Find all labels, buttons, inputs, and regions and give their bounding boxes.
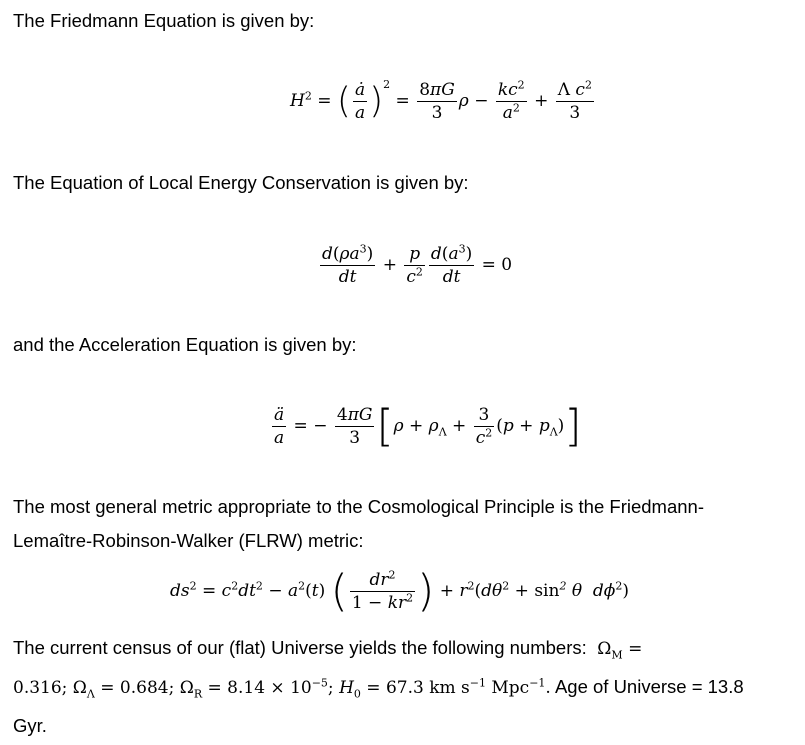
acceleration-intro: and the Acceleration Equation is given by: <box>13 334 357 355</box>
census-lead: The current census of our (flat) Universe yields the following numbers: <box>13 637 587 658</box>
energy-conservation-equation: $\frac{d(\rho a^3)}{dt}$ + $\frac{p}{c^2}$ $\frac{d(a^3)}{dt}$ = 0 <box>322 242 513 287</box>
census-paragraph <box>13 629 793 745</box>
flrw-metric-equation: $ds^2 = c^2dt^2 - a^2(t)$ ( $\frac{dr^2}{1 - kr^2}$ ) + $r^2(d\theta^2 + \sin^2 \theta$ $d\phi^2$) <box>170 565 629 617</box>
metric-intro-line-2: Lemaître-Robinson-Walker (FLRW) metric: <box>13 530 364 551</box>
metric-intro-line-1: The most general metric appropriate to the Cosmological Principle is the Friedmann- <box>13 496 704 517</box>
acceleration-equation: $\frac{ä}{a}$ = − $\frac{4\pi G}{3}$ [$\rho + \rho_\Lambda$ + $\frac{3}{c^2}$ $(p + p_\Lambda)$] <box>274 400 582 452</box>
friedmann-intro: The Friedmann Equation is given by: <box>13 10 315 31</box>
age-unit: Gyr. <box>13 715 47 736</box>
age-label: Age of Universe = 13.8 <box>554 676 744 697</box>
census-line-2 <box>13 668 793 707</box>
omega-m-label: $\Omega_M$ = <box>591 639 643 662</box>
friedmann-equation: $H^2$ = ( $\frac{ȧ}{a}$ )$^2$ = $\frac{8\pi G}{3}$ ρ − $\frac{kc^2}{a^2}$ + $\frac{\Lambda c^2}{3}$ <box>290 78 592 123</box>
census-line-3 <box>13 707 793 745</box>
census-line-1 <box>13 629 793 668</box>
energy-intro: The Equation of Local Energy Conservation is given by: <box>13 172 469 193</box>
census-values: 0.316; $\Omega_\Lambda = 0.684$; $\Omega_R = 8.14 \times 10^{-5}$; $H_0 = 67.3$ km $s^{-1}$ Mpc$^{-1}$. <box>13 676 551 701</box>
